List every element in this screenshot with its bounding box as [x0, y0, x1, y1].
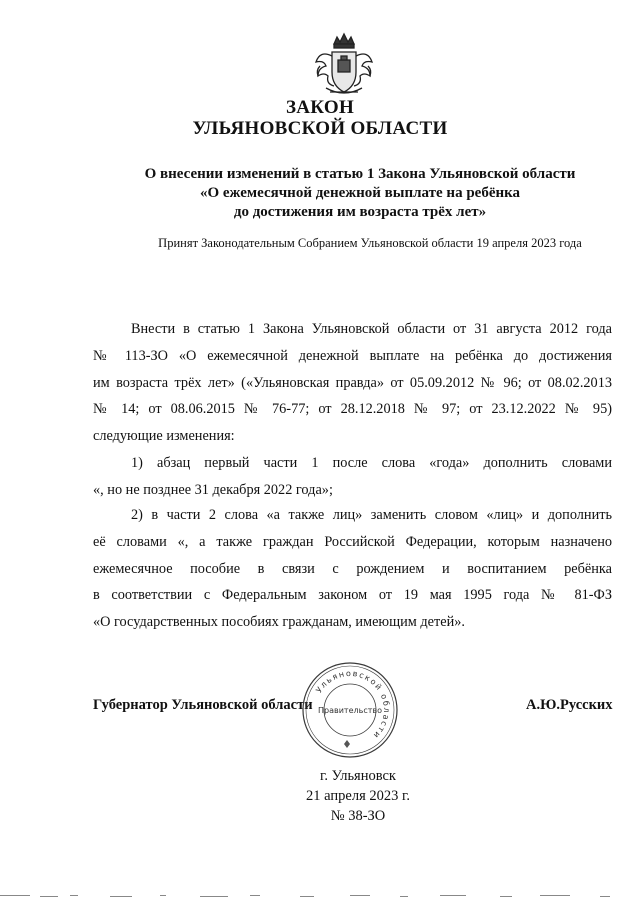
- text-line: № 14; от 08.06.2015 № 76-77; от 28.12.2018 № 97; от 23.12.2022 № 95): [93, 401, 612, 418]
- seal-center-text: Правительство: [318, 706, 382, 715]
- text-line: ежемесячное пособие в связи с рождением и воспитанием ребёнка: [93, 560, 612, 577]
- svg-text:Ульяновской области: [314, 669, 391, 741]
- signing-city: г. Ульяновск: [320, 768, 396, 784]
- text-line: № 113-ЗО «О ежемесячной денежной выплате на ребёнка до достижения: [93, 347, 612, 364]
- paragraph-item-2: [93, 502, 612, 636]
- signatory-position: Губернатор Ульяновской области: [93, 697, 313, 713]
- text-line: 2) в части 2 слова «а также лиц» заменить словом «лиц» и дополнить: [131, 507, 612, 523]
- subject-line: «О ежемесячной денежной выплате на ребёнка: [199, 185, 521, 201]
- seal-arc-text: Ульяновской области: [314, 668, 392, 741]
- subject-line: О внесении изменений в статью 1 Закона Ульяновской области: [144, 166, 576, 182]
- adoption-note: Принят Законодательным Собранием Ульяновской области 19 апреля 2023 года: [158, 236, 582, 250]
- law-subject: [60, 165, 640, 222]
- law-region-title: УЛЬЯНОВСКОЙ ОБЛАСТИ: [192, 118, 448, 139]
- text-line: следующие изменения:: [93, 428, 235, 445]
- coat-of-arms-icon: [312, 30, 376, 100]
- law-number: № 38-ЗО: [330, 808, 386, 824]
- paragraph-main: [93, 316, 612, 450]
- official-seal-icon: [300, 660, 400, 760]
- text-line: Внести в статью 1 Закона Ульяновской области от 31 августа 2012 года: [131, 321, 612, 337]
- paragraph-item-1: [93, 450, 612, 504]
- text-line: в соответствии с Федеральным законом от 19 мая 1995 года № 81-ФЗ: [93, 587, 612, 604]
- text-line: 1) абзац первый части 1 после слова «года» дополнить словами: [131, 455, 612, 471]
- law-title: ЗАКОН: [285, 97, 355, 118]
- text-line: её словами «, а также граждан Российской Федерации, которым назначено: [93, 533, 612, 550]
- text-line: «О государственных пособиях гражданам, имеющим детей».: [93, 614, 465, 631]
- signatory-name: А.Ю.Русских: [526, 697, 613, 713]
- text-line: им возраста трёх лет» («Ульяновская правда» от 05.09.2012 № 96; от 08.02.2013: [93, 374, 612, 391]
- subject-line: до достижения им возраста трёх лет»: [233, 204, 487, 220]
- place-block: [258, 766, 458, 826]
- signing-date: 21 апреля 2023 г.: [306, 788, 410, 804]
- text-line: «, но не позднее 31 декабря 2022 года»;: [93, 481, 333, 498]
- scan-artifact-line: [0, 893, 640, 899]
